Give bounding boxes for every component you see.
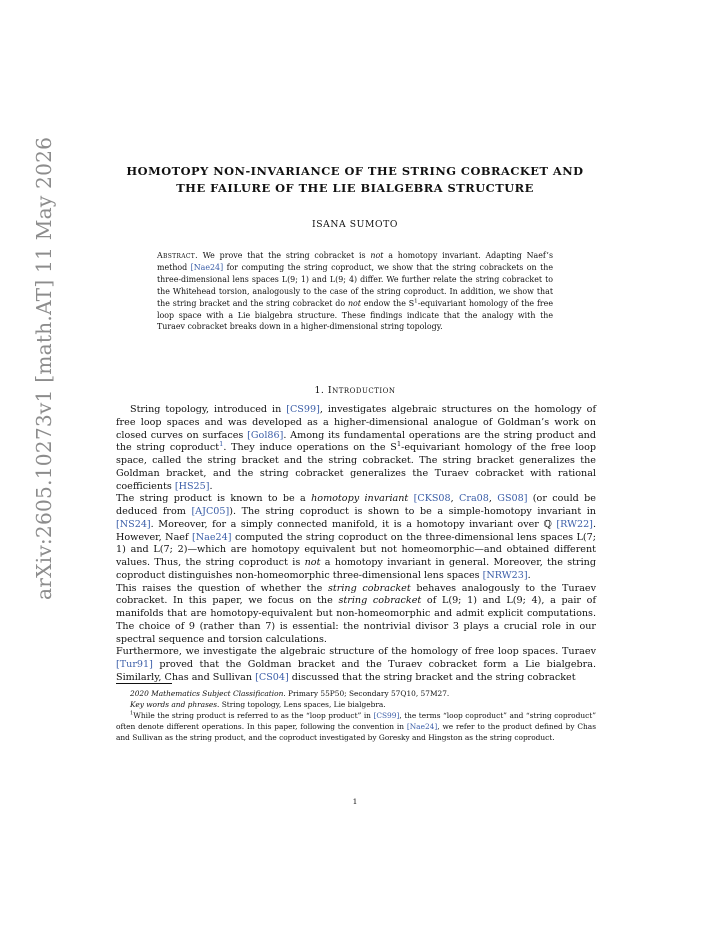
text-run: String topology, Lens spaces, Lie bialgebra. xyxy=(219,700,386,710)
footnote-rule xyxy=(116,683,172,684)
citation-link[interactable]: [NRW23] xyxy=(482,569,528,581)
text-run: This raises the question of whether the xyxy=(116,582,328,594)
text-run: . Among its fundamental operations are the string product and the string coproduct xyxy=(116,429,596,454)
text-run: , investigates algebraic structures on the homology of free loop spaces and was developed as a higher-dimensional analogue of Goldman’s work on closed curves on surfaces xyxy=(116,404,596,441)
citation-link[interactable]: [HS25] xyxy=(174,480,210,492)
abstract-text: -equivariant homology of the free loop space with a Lie bialgebra structure. These findings indicate that the analogy with the Turaev cobracket breaks down in a higher-dimensional string topology. xyxy=(157,298,553,332)
text-run: Furthermore, we investigate the algebraic structure of the homology of free loop spaces. Turaev xyxy=(116,646,596,658)
citation-link[interactable]: [CS99] xyxy=(373,711,400,721)
text-run: String topology, introduced in xyxy=(130,404,287,415)
text-run: a homotopy invariant in general. Moreover, the string coproduct distinguishes non-homeomorphic three-dimensional lens spaces xyxy=(116,557,596,581)
paragraph xyxy=(116,646,596,684)
emphasis: 2020 Mathematics Subject Classification. xyxy=(130,689,286,698)
citation-link[interactable]: [NS24] xyxy=(116,518,151,530)
text-run: behaves analogously to the Turaev cobracket. In this paper, we focus on the xyxy=(116,582,597,607)
citation-link[interactable]: [Nae24] xyxy=(192,531,232,543)
page-number: 1 xyxy=(352,797,358,806)
text-run: The string product is known to be a xyxy=(116,493,312,505)
text-run: proved that the Goldman bracket and the Turaev cobracket form a Lie bialgebra. Similarly, Chas and Sullivan xyxy=(116,659,596,683)
footnote-marker[interactable]: 1 xyxy=(219,440,224,449)
citation-link[interactable]: [CKS08 xyxy=(413,493,451,505)
emphasis: not xyxy=(304,557,321,568)
abstract-text: We prove that the string cobracket is xyxy=(197,251,371,260)
body-text xyxy=(116,404,596,685)
citation-link[interactable]: [RW22] xyxy=(556,518,593,530)
text-run: of L(9; 1) and L(9; 4), a pair of manifolds that are homotopy-equivalent but non-homeomorphic and admit explicit computations. The choice of 9 (rather than 7) is essential: the nontrivial divisor 3 plays a crucial role in our spectral sequence and torsion calculations. xyxy=(116,595,597,645)
text-run: , the terms “loop coproduct” and “string coproduct” often denote different operations. In this paper, following the convention in xyxy=(116,711,596,732)
abstract-text: for computing the string coproduct, we show that the string cobrackets on the three-dimensional lens spaces L(9; 1) and L(9; 4) differ. We further relate the string cobracket to the Whitehead torsion, analogously to the case of the string coproduct. In addition, we show that the string bracket and the string cobracket do xyxy=(157,262,553,308)
text-run: computed the string coproduct on the three-dimensional lens spaces L(7; 1) and L(7; 2)—which are homotopy equivalent but not homeomorphic—and obtained different values. Thus, the string coproduct is xyxy=(116,531,596,568)
citation-link[interactable]: [Nae24] xyxy=(190,262,224,272)
citation-link[interactable]: [Gol86] xyxy=(247,429,284,441)
footnote-marker: 1 xyxy=(130,710,134,717)
title-line-2: THE FAILURE OF THE LIE BIALGEBRA STRUCTURE xyxy=(176,181,534,195)
citation-link[interactable]: [CS99] xyxy=(286,404,320,415)
text-run: , xyxy=(450,493,460,505)
text-run: , xyxy=(488,493,498,505)
text-run: . Moreover, for a simply connected manifold, it is a homotopy invariant over ℚ xyxy=(150,518,557,530)
text-run: . xyxy=(209,480,213,492)
text-run: . xyxy=(527,569,531,581)
emphasis: string cobracket xyxy=(327,582,411,594)
section-heading: 1. Introduction xyxy=(314,385,396,396)
text-run: . However, Naef xyxy=(116,518,596,543)
abstract-text: endow the S xyxy=(360,298,415,308)
abstract-emphasis: not xyxy=(347,298,361,308)
text-run: While the string product is referred to as the “loop product” in xyxy=(133,711,374,721)
text-run: -equivariant homology of the free loop space, called the string bracket and the string cobracket. The string bracket generalizes the Goldman bracket, and the string cobracket generalizes the Turaev cobracket with rational coefficients xyxy=(116,442,596,492)
citation-link[interactable]: GS08] xyxy=(497,493,528,505)
title-line-1: HOMOTOPY NON-INVARIANCE OF THE STRING COBRACKET AND xyxy=(126,164,584,178)
arxiv-identifier-stamp: arXiv:2605.10273v1 [math.AT] 11 May 2026 xyxy=(32,136,56,600)
citation-link[interactable]: [CS04] xyxy=(255,671,289,683)
footnote-msc xyxy=(116,688,596,699)
text-run: , we refer to the product defined by Chas and Sullivan as the string product, and the coproduct investigated by Goresky and Hingston as the string coproduct. xyxy=(116,722,597,743)
citation-link[interactable]: [Tur91] xyxy=(116,659,153,670)
footnotes xyxy=(116,688,596,743)
text-run: (or could be deduced from xyxy=(116,493,596,517)
paper-title xyxy=(100,163,610,197)
abstract-text: a homotopy invariant. Adapting Naef’s method xyxy=(157,251,553,272)
footnote-keywords xyxy=(116,699,596,710)
paragraph xyxy=(116,404,596,493)
citation-link[interactable]: [Nae24] xyxy=(406,722,438,732)
paragraph xyxy=(116,583,596,647)
text-run: ). The string coproduct is shown to be a simple-homotopy invariant in xyxy=(229,506,596,517)
author-name: ISANA SUMOTO xyxy=(312,219,398,230)
abstract-heading: Abstract. xyxy=(157,251,198,260)
abstract xyxy=(157,250,553,333)
emphasis: homotopy invariant xyxy=(311,493,409,505)
citation-link[interactable]: Cra08 xyxy=(459,493,489,505)
emphasis: Key words and phrases. xyxy=(130,700,220,710)
footnote-1 xyxy=(116,710,596,743)
paragraph xyxy=(116,493,596,582)
superscript: 1 xyxy=(414,298,418,304)
emphasis: string cobracket xyxy=(338,595,422,607)
text-run: discussed that the string bracket and the string cobracket xyxy=(288,671,576,683)
citation-link[interactable]: [AJC05] xyxy=(191,506,230,517)
text-run: Primary 55P50; Secondary 57Q10, 57M27. xyxy=(285,689,450,698)
abstract-emphasis: not xyxy=(370,251,384,260)
text-run: . They induce operations on the S xyxy=(223,442,397,454)
superscript: 1 xyxy=(396,440,402,449)
